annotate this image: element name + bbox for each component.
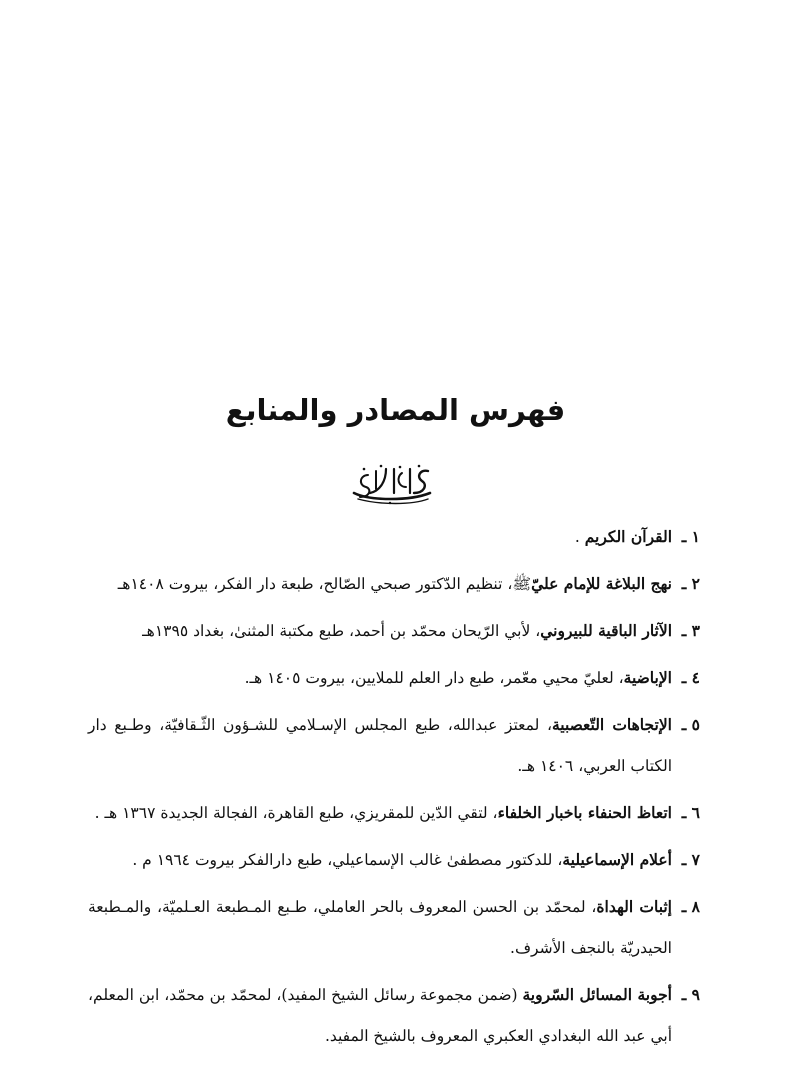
entry-details: (ضمن مجموعة رسائل الشيخ المفيد)، لمحمّد بن محمّد، ابن المعلم، أبي عبد الله البغدادي العكبري المعروف بالشيخ المفيد. — [88, 986, 672, 1045]
entry-title: أعلام الإسماعيلية — [562, 850, 672, 869]
entry-details: ، لأبي الرّيحان محمّد بن أحمد، طبع مكتبة المثنىٰ، بغداد ١٣٩٥هـ — [142, 622, 541, 640]
bibliography-entry — [88, 516, 700, 558]
entry-details: ، للدكتور مصطفىٰ غالب الإسماعيلي، طبع دارالفكر بيروت ١٩٦٤ م . — [132, 851, 563, 869]
entry-number: ٧ ـ — [681, 850, 700, 869]
entry-number: ٨ ـ — [681, 897, 700, 916]
bibliography-entry — [88, 839, 700, 881]
entry-details: . — [574, 528, 585, 546]
entry-number: ٥ ـ — [681, 715, 700, 734]
bibliography-entry — [88, 792, 700, 834]
entry-details: ، لمعتز عبدالله، طبع المجلس الإسـلامي للشـؤون الثّـقافيّة، وطـبع دار الكتاب العربي، ١٤٠٦ هـ. — [88, 716, 672, 775]
entry-details: ﷺ، تنظيم الدّكتور صبحي الصّالح، طبعة دار الفكر، بيروت ١٤٠٨هـ — [117, 575, 532, 593]
entry-details: ، لمحمّد بن الحسن المعروف بالحر العاملي، طـبع المـطبعة العـلميّة، والمـطبعة الحيدريّة بالنجف الأشرف. — [88, 898, 672, 957]
entry-details: ، لتقي الدّين للمقريزي، طبع القاهرة، الفجالة الجديدة ١٣٦٧ هـ . — [94, 804, 498, 822]
entry-title: أجوبة المسائل السّروية — [522, 985, 672, 1004]
entry-details: ، لعليّ محيي معّمر، طبع دار العلم للملايين، بيروت ١٤٠٥ هـ. — [244, 669, 624, 687]
entry-number: ٩ ـ — [681, 985, 700, 1004]
bibliography-list — [88, 516, 700, 1062]
entry-number: ٣ ـ — [681, 621, 700, 640]
calligraphy-ornament — [340, 463, 440, 507]
bibliography-entry — [88, 563, 700, 605]
bibliography-entry — [88, 886, 700, 969]
entry-title: نهج البلاغة للإمام عليّ — [531, 574, 672, 593]
entry-number: ٦ ـ — [681, 803, 700, 822]
entry-title: الإتجاهات التّعصبية — [551, 715, 672, 734]
entry-number: ٢ ـ — [681, 574, 700, 593]
entry-title: اتعاظ الحنفاء باخبار الخلفاء — [497, 803, 672, 822]
bibliography-entry — [88, 704, 700, 787]
bibliography-entry — [88, 974, 700, 1057]
page-title: فهرس المصادر والمنابع — [225, 393, 566, 427]
entry-number: ٤ ـ — [681, 668, 700, 687]
bibliography-entry — [88, 657, 700, 699]
entry-title: الإباضية — [623, 668, 672, 687]
entry-number: ١ ـ — [681, 527, 700, 546]
entry-title: القرآن الكريم — [584, 527, 672, 546]
entry-title: إثبات الهداة — [596, 897, 672, 916]
bibliography-entry — [88, 610, 700, 652]
section-calligraphy-heading — [340, 463, 440, 507]
entry-title: الآثار الباقية للبيروني — [540, 621, 672, 640]
